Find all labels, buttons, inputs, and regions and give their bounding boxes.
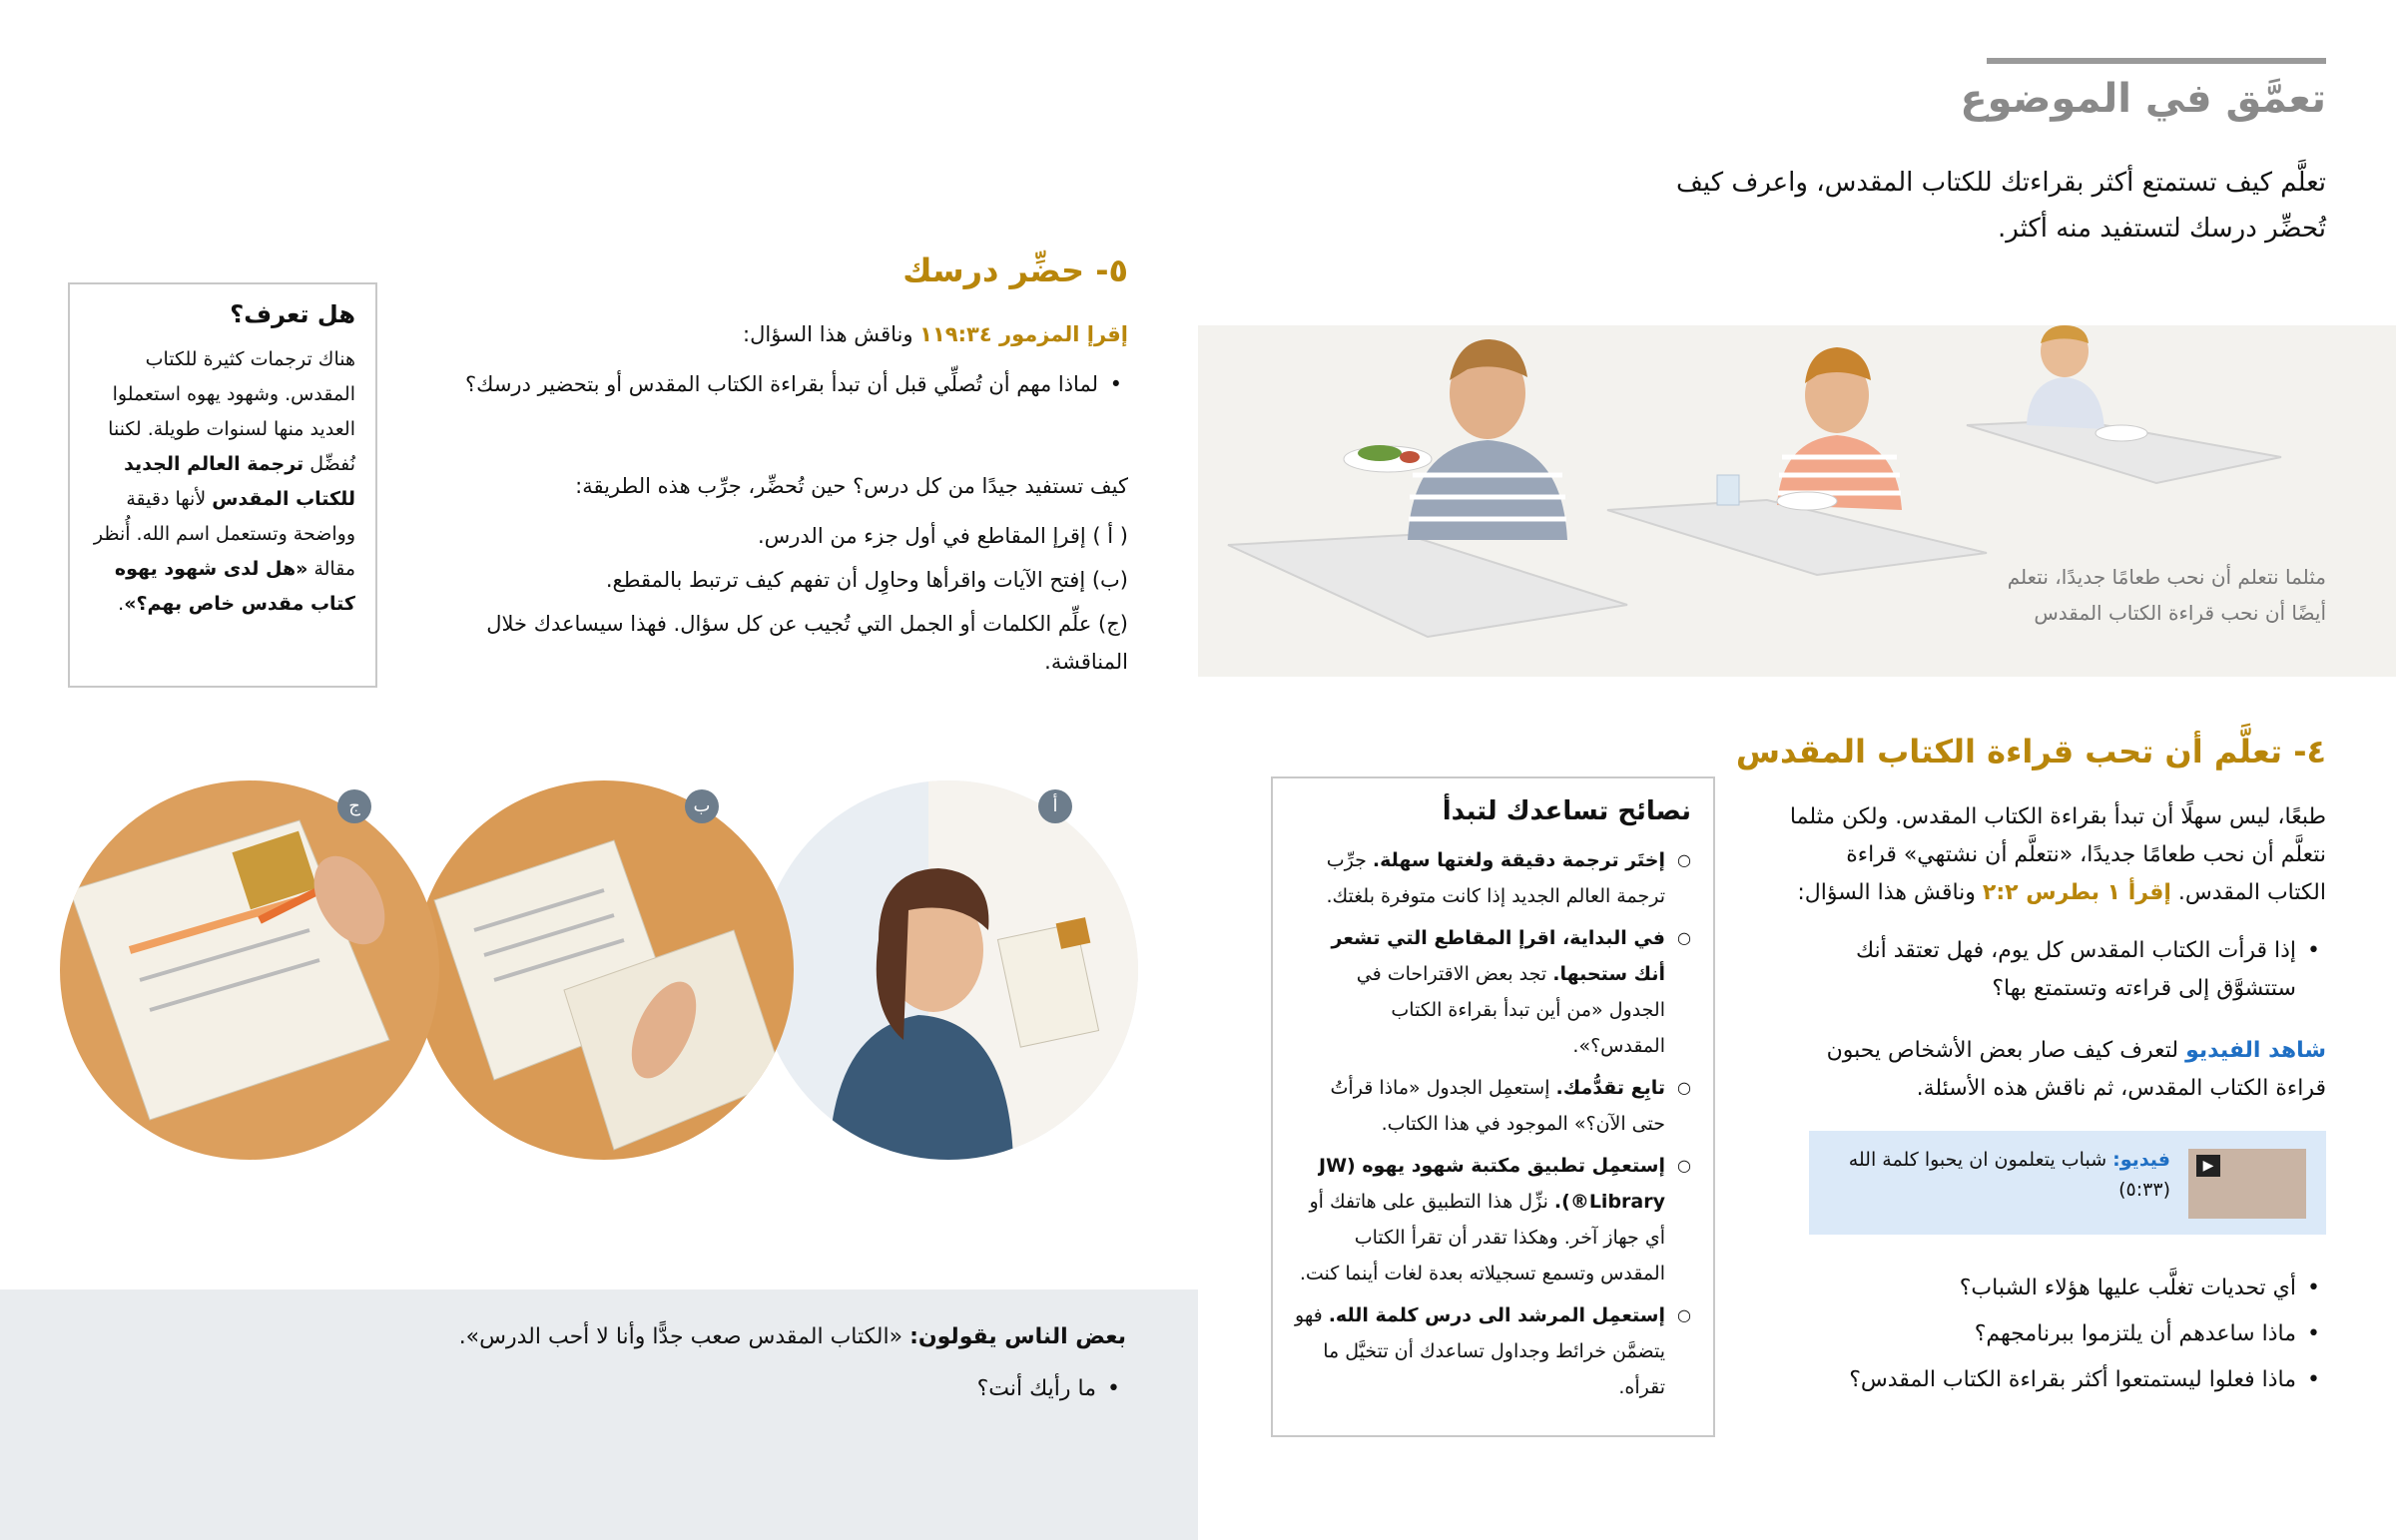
section-5-bullets: [449, 365, 1128, 403]
dyk-bold-2: «هل لدى شهود يهوه كتاب مقدس خاص بهم؟»: [114, 558, 355, 615]
header-rule: [1987, 58, 2326, 64]
tip-bold: إختَر ترجمة دقيقة ولغتها سهلة.: [1372, 849, 1665, 871]
list-item: (ج) علِّم الكلمات أو الجمل التي تُجيب عن كل سؤال. فهذا سيساعدك خلال المناقشة.: [486, 612, 1128, 674]
list-item: • ما رأيك أنت؟: [248, 1369, 1126, 1409]
circle-reading-girl: [759, 780, 1138, 1160]
people-say-bullets: [248, 1369, 1126, 1409]
tips-title: نصائح تساعدك لتبدأ: [1442, 796, 1691, 826]
list-item: ( أ ) إقرإ المقاطع في أول جزء من الدرس.: [757, 524, 1128, 548]
dyk-text-2: لأنها دقيقة وواضحة وتستعمل اسم الله. أُنظر مقالة: [93, 488, 355, 580]
tip-text: جرِّب ترجمة العالم الجديد إذا كانت متوفرة بلغتك.: [1326, 849, 1665, 907]
watch-video-suffix: لتعرف كيف صار بعض الأشخاص يحبون قراءة الكتاب المقدس، ثم ناقش هذه الأسئلة.: [1826, 1038, 2326, 1101]
list-item: [1295, 920, 1691, 1064]
dyk-text-1: هناك ترجمات كثيرة للكتاب المقدس. وشهود يهوه استعملوا العديد منها لسنوات طويلة. لكننا نُفضِّل: [108, 348, 355, 475]
did-you-know-title: هل تعرف؟: [230, 300, 355, 328]
tips-box: [1271, 776, 1715, 1437]
tip-text: فهو يتضمَّن خرائط وجداول تساعدك أن تتخيَّل ما تقرأه.: [1295, 1304, 1665, 1398]
section-4-body-suffix: وناقش هذا السؤال:: [1797, 880, 1983, 905]
play-icon[interactable]: ▶: [2196, 1155, 2220, 1177]
list-item: [1295, 1297, 1691, 1405]
video-thumbnail[interactable]: [2188, 1149, 2306, 1219]
dyk-bold-1: ترجمة العالم الجديد للكتاب المقدس: [124, 453, 355, 510]
table-1: [1228, 535, 1627, 637]
section-4-video-text: [1787, 1032, 2326, 1108]
circle-badge-c: ج: [337, 789, 371, 823]
tip-bold: إستعمِل المرشد الى درس كلمة الله.: [1328, 1304, 1665, 1326]
person-3-plate: [2096, 425, 2147, 441]
list-item: • أي تحديات تغلَّب عليها هؤلاء الشباب؟: [1787, 1266, 2326, 1311]
section-5-steps: [449, 517, 1128, 687]
circle-marking-text: [60, 780, 439, 1160]
section-5-title: ٥- حضِّر درسك: [902, 252, 1128, 289]
person-2-plate: [1777, 492, 1837, 510]
list-item: [1295, 1070, 1691, 1142]
section-4-body-prefix: طبعًا، ليس سهلًا أن تبدأ بقراءة الكتاب المقدس. ولكن مثلما نتعلَّم أن نحب طعامًا جديدًا، «نتعلَّم أن نشتهي» قراءة الكتاب المقدس.: [1789, 804, 2326, 905]
tip-bold: تابِع تقدُّمك.: [1555, 1077, 1665, 1099]
read-psalm-link[interactable]: إقرإ المزمور ١١٩:٣٤: [919, 322, 1128, 346]
tip-text: إستعمِل الجدول «ماذا قرأتُ حتى الآن؟» الموجود في هذا الكتاب.: [1330, 1077, 1665, 1135]
tip-bold: إستعمِل تطبيق مكتبة شهود يهوه (JW Library®).: [1319, 1155, 1665, 1213]
video-card[interactable]: [1809, 1131, 2326, 1235]
video-duration: (٥:٣٣): [2118, 1179, 2170, 1201]
tip-bold: في البداية، اقرإ المقاطع التي تشعر أنك ستحبها.: [1331, 927, 1665, 985]
people-say-text: [248, 1317, 1126, 1357]
dyk-text-3: .: [118, 593, 125, 615]
person-2-glass: [1717, 475, 1739, 505]
list-item: • لماذا مهم أن تُصلِّي قبل أن تبدأ بقراءة الكتاب المقدس أو بتحضير درسك؟: [449, 365, 1128, 403]
people-say-quote: «الكتاب المقدس صعب جدًّا وأنا لا أحب الدرس».: [458, 1324, 910, 1349]
section-5-read: [449, 315, 1128, 353]
tip-text: نزِّل هذا التطبيق على هاتفك أو أي جهاز آخر. وهكذا تقدر أن تقرأ الكتاب المقدس وتسمع تسجيلاته بعدة لغات أينما كنت.: [1299, 1191, 1665, 1284]
section-4-body: [1787, 798, 2326, 912]
section-4-questions: [1787, 1266, 2326, 1403]
list-item: • إذا قرأت الكتاب المقدس كل يوم، فهل تعتقد أنك ستتشوَّق إلى قراءته وتستمتع بها؟: [1787, 932, 2326, 1008]
section-5-read-suffix: وناقش هذا السؤال:: [743, 322, 920, 346]
list-item: • ماذا ساعدهم أن يلتزموا ببرنامجهم؟: [1787, 1311, 2326, 1357]
did-you-know-box: [68, 282, 377, 688]
tip-text: تجد بعض الاقتراحات في الجدول «من أين تبدأ بقراءة الكتاب المقدس؟».: [1356, 963, 1665, 1057]
person-1-shirt: [1408, 440, 1567, 540]
video-title: شباب يتعلمون ان يحبوا كلمة الله: [1848, 1149, 2113, 1171]
circle-open-bible: [414, 780, 794, 1160]
list-item: [1295, 1148, 1691, 1291]
section-4-title: ٤- تعلَّم أن تحب قراءة الكتاب المقدس: [1735, 733, 2326, 770]
read-1-peter-link[interactable]: إقرأ ١ بطرس ٢:٢: [1982, 880, 2171, 905]
list-item: • ماذا فعلوا ليستمتعوا أكثر بقراءة الكتاب المقدس؟: [1787, 1357, 2326, 1403]
people-say-label: بعض الناس يقولون:: [909, 1324, 1126, 1349]
video-label-prefix: فيديو:: [2112, 1149, 2170, 1171]
video-label[interactable]: [1841, 1145, 2170, 1205]
watch-video-link[interactable]: شاهد الفيديو: [2185, 1038, 2326, 1063]
section-4-bullets: [1787, 932, 2326, 1008]
eating-caption: مثلما نتعلم أن نحب طعامًا جديدًا، نتعلم أيضًا أن نحب قراءة الكتاب المقدس: [2007, 565, 2326, 625]
circle-badge-b: ب: [685, 789, 719, 823]
tips-list: [1295, 842, 1691, 1405]
page-title: تعمَّق في الموضوع: [1960, 76, 2326, 122]
did-you-know-text: [90, 342, 355, 622]
person-3-shirt: [2027, 377, 2104, 429]
list-item: [1295, 842, 1691, 914]
intro-text: تعلَّم كيف تستمتع أكثر بقراءتك للكتاب المقدس، واعرف كيف تُحضِّر درسك لتستفيد منه أكثر.: [1675, 168, 2326, 244]
section-5-question: كيف تستفيد جيدًا من كل درس؟ حين تُحضِّر، جرِّب هذه الطريقة:: [575, 474, 1128, 498]
circle-badge-a: أ: [1038, 789, 1072, 823]
list-item: (ب) إفتح الآيات واقرأها وحاوِل أن تفهم كيف ترتبط بالمقطع.: [605, 568, 1128, 592]
table-2: [1607, 500, 1987, 575]
